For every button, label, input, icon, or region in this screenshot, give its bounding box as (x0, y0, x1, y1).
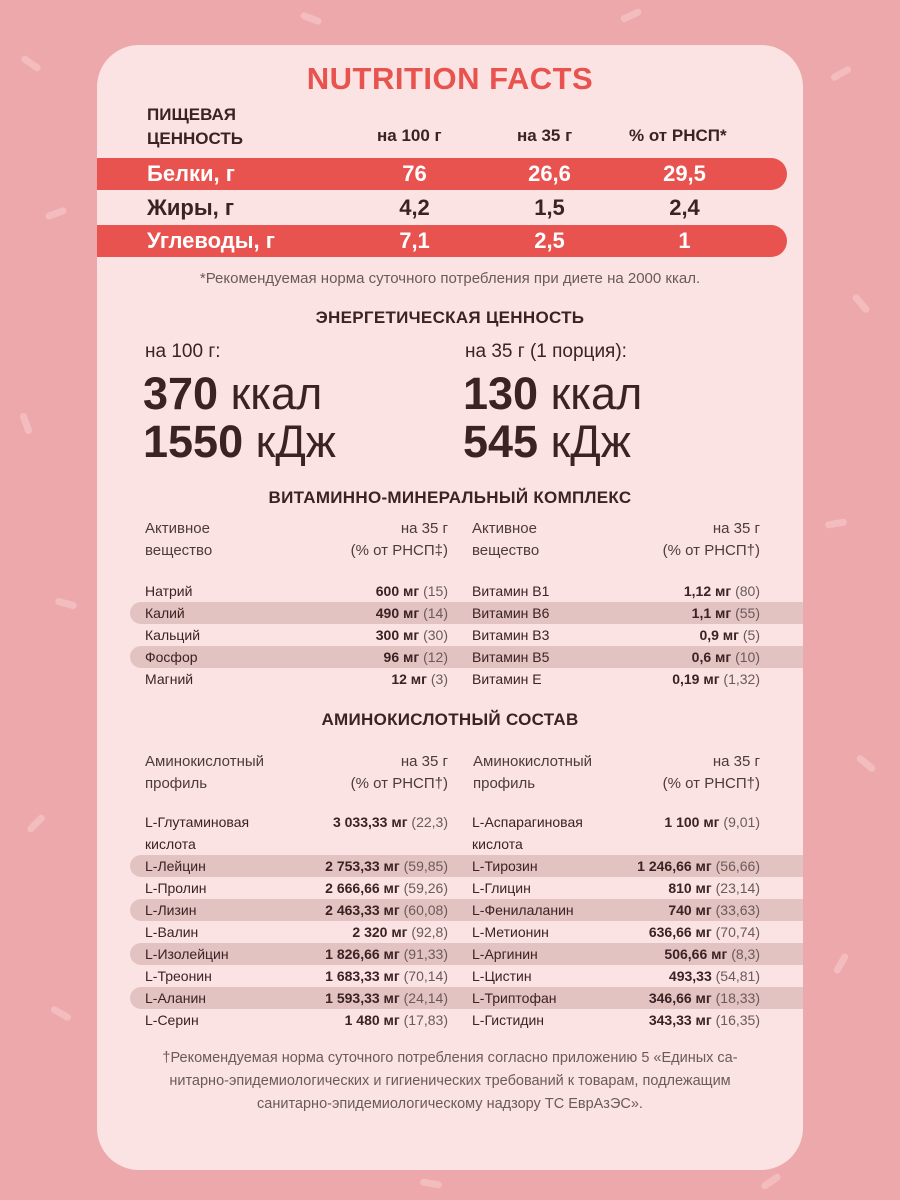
sprinkle (54, 597, 77, 609)
row-name: Витамин В6 (472, 605, 550, 621)
row-percent: (12) (423, 649, 448, 665)
table-row (130, 899, 448, 921)
macro-name: Жиры, г (147, 195, 235, 220)
row-amount: 600 мг (375, 583, 420, 599)
row-percent: (23,14) (715, 880, 760, 896)
macro-name: Углеводы, г (147, 228, 275, 253)
macro-value-35g: 1,5 (534, 195, 565, 220)
row-value (699, 627, 760, 643)
row-percent: (33,63) (715, 902, 760, 918)
header-text: вещество (472, 542, 540, 559)
header-text: (% от РНСП†) (662, 775, 760, 792)
row-amount: 636,66 мг (648, 924, 712, 940)
row-value (649, 1012, 760, 1028)
row-amount: 1,1 мг (691, 605, 732, 621)
row-value (325, 968, 448, 984)
row-name: L-Глутаминовая (145, 814, 250, 830)
header-text: (% от РНСП†) (662, 542, 760, 559)
macro-note: *Рекомендуемая норма суточного потребления при диете на 2000 ккал. (199, 270, 701, 287)
row-value (376, 605, 448, 621)
header-text: вещество (145, 542, 213, 559)
row-percent: (10) (735, 649, 760, 665)
table-row (448, 965, 803, 987)
row-name: L-Аспарагиновая (472, 814, 583, 830)
header-text: Аминокислотный (473, 753, 593, 770)
footnote-line: нитарно-эпидемиологических и гигиенических требований к товарам, подлежащим (169, 1073, 731, 1089)
row-amount: 1 246,66 мг (637, 858, 712, 874)
row-name: L-Изолейцин (145, 946, 229, 962)
amino-right-header-value (663, 751, 760, 795)
header-text: на 35 г (712, 753, 760, 770)
page-title: NUTRITION FACTS (306, 61, 594, 96)
macro-col-pct: % от РНСП* (629, 126, 727, 145)
table-row (130, 921, 448, 943)
vitamins-left-header-value (351, 518, 448, 562)
table-row (448, 624, 803, 646)
table-row (130, 833, 448, 855)
table-row (448, 899, 803, 921)
row-name: L-Аланин (145, 990, 207, 1006)
amino-left-header-value (351, 751, 448, 795)
table-row (130, 646, 448, 668)
row-name: L-Треонин (145, 968, 212, 984)
row-name: Калий (145, 605, 185, 621)
row-name: Магний (145, 671, 194, 687)
row-value (649, 924, 760, 940)
nutrition-card (97, 45, 803, 1170)
table-row (448, 987, 803, 1009)
row-percent: (59,26) (403, 880, 448, 896)
row-percent: (1,32) (723, 671, 760, 687)
row-value (345, 1012, 448, 1028)
row-name: L-Лизин (145, 902, 197, 918)
row-percent: (80) (735, 583, 760, 599)
row-name: L-Валин (145, 924, 199, 940)
row-amount: 810 мг (668, 880, 712, 896)
macro-value-pct: 2,4 (669, 195, 700, 220)
energy-unit: кДж (255, 416, 336, 467)
energy-right-kcal (463, 370, 642, 418)
macro-name: Белки, г (147, 161, 235, 186)
row-amount: 1 593,33 мг (325, 990, 400, 1006)
row-value (376, 627, 448, 643)
row-value (391, 671, 448, 687)
row-value (325, 880, 448, 896)
vitamins-title: ВИТАМИННО-МИНЕРАЛЬНЫЙ КОМПЛЕКС (268, 488, 632, 507)
energy-left-label: на 100 г: (145, 341, 221, 362)
row-percent: (70,74) (715, 924, 760, 940)
macro-value-100g: 4,2 (399, 195, 430, 220)
table-row (448, 877, 803, 899)
vitamins-right-header-value (663, 518, 760, 562)
table-row (130, 987, 448, 1009)
sprinkle (855, 754, 876, 774)
sprinkle (50, 1005, 73, 1022)
row-value (325, 946, 448, 962)
row-percent: (54,81) (715, 968, 760, 984)
row-percent: (30) (423, 627, 448, 643)
row-amount: 490 мг (375, 605, 420, 621)
header-text: (% от РНСП‡) (350, 542, 448, 559)
table-row (130, 1009, 448, 1031)
row-name: L-Цистин (472, 968, 532, 984)
sprinkle (19, 412, 33, 435)
row-amount: 1 683,33 мг (325, 968, 400, 984)
energy-right-label: на 35 г (1 порция): (465, 341, 627, 362)
row-percent: (3) (430, 671, 448, 687)
macro-value-35g: 2,5 (534, 228, 565, 253)
row-name: L-Глицин (472, 880, 531, 896)
table-row (130, 580, 448, 602)
table-row (448, 602, 803, 624)
row-name: Витамин В1 (472, 583, 550, 599)
macro-value-100g: 7,1 (399, 228, 430, 253)
header-text: на 35 г (400, 520, 448, 537)
row-amount: 1 100 мг (664, 814, 720, 830)
row-value (376, 583, 448, 599)
row-percent: (14) (423, 605, 448, 621)
table-row (448, 855, 803, 877)
row-amount: 0,9 мг (699, 627, 739, 643)
row-percent: (56,66) (715, 858, 760, 874)
header-text: Активное (145, 520, 210, 537)
header-text: на 35 г (400, 753, 448, 770)
row-percent: (8,3) (731, 946, 760, 962)
row-name: L-Аргинин (472, 946, 538, 962)
row-value (664, 814, 760, 830)
row-value (333, 814, 448, 830)
energy-unit: ккал (550, 368, 643, 419)
row-name: L-Пролин (145, 880, 207, 896)
row-name: L-Метионин (472, 924, 549, 940)
row-name: L-Гистидин (472, 1012, 545, 1028)
sprinkle (420, 1178, 443, 1189)
row-amount: 343,33 мг (648, 1012, 712, 1028)
sprinkle (620, 8, 643, 24)
table-row (448, 943, 803, 965)
amino-title: АМИНОКИСЛОТНЫЙ СОСТАВ (321, 710, 579, 729)
table-row (448, 1009, 803, 1031)
row-value (325, 990, 448, 1006)
amino-left-header-name (145, 751, 264, 795)
table-row (448, 811, 803, 833)
row-amount: 96 мг (383, 649, 420, 665)
row-name: L-Серин (145, 1012, 199, 1028)
row-value (325, 858, 448, 874)
row-name: L-Триптофан (472, 990, 557, 1006)
table-row (130, 624, 448, 646)
row-value (669, 968, 760, 984)
energy-right-kj (463, 418, 631, 466)
footnote-line: †Рекомендуемая норма суточного потребления согласно приложению 5 «Единых са- (162, 1050, 738, 1066)
row-name: L-Фенилаланин (472, 902, 574, 918)
energy-left-kj (143, 418, 336, 466)
sprinkle (20, 54, 42, 72)
row-value (684, 583, 760, 599)
row-percent: (55) (735, 605, 760, 621)
macro-value-100g: 76 (402, 161, 427, 186)
sprinkle (44, 206, 67, 220)
table-row (130, 943, 448, 965)
macro-row-fat (97, 192, 787, 224)
row-value (692, 605, 760, 621)
row-name: Витамин Е (472, 671, 542, 687)
row-amount: 0,6 мг (691, 649, 732, 665)
table-row (130, 855, 448, 877)
macro-row-carbs (97, 225, 787, 257)
header-text: Аминокислотный (145, 753, 265, 770)
macro-col-100g: на 100 г (377, 126, 442, 145)
macro-value-pct: 1 (678, 228, 691, 253)
row-percent: (22,3) (411, 814, 448, 830)
row-amount: 3 033,33 мг (332, 814, 408, 830)
macro-value-pct: 29,5 (663, 161, 706, 186)
energy-value: 545 (463, 416, 539, 467)
row-value (325, 902, 448, 918)
row-amount: 2 463,33 мг (325, 902, 400, 918)
table-row (448, 580, 803, 602)
footnote-line: санитарно-эпидемиологическому надзору ТС ЕврАзЭС». (257, 1096, 643, 1112)
row-name: Фосфор (145, 649, 198, 665)
row-amount: 740 мг (668, 902, 712, 918)
row-percent: (5) (742, 627, 760, 643)
energy-value: 1550 (143, 416, 244, 467)
row-amount: 300 мг (375, 627, 420, 643)
row-name: кислота (472, 836, 523, 852)
row-name: Витамин В5 (472, 649, 550, 665)
row-value (692, 649, 760, 665)
energy-unit: кДж (550, 416, 631, 467)
header-text: профиль (473, 775, 536, 792)
table-row (130, 877, 448, 899)
row-amount: 2 753,33 мг (325, 858, 400, 874)
macro-row-protein (97, 158, 787, 190)
header-text: (% от РНСП†) (350, 775, 448, 792)
energy-unit: ккал (230, 368, 323, 419)
sprinkle (825, 518, 848, 529)
row-percent: (59,85) (403, 858, 448, 874)
table-row (130, 811, 448, 833)
energy-title: ЭНЕРГЕТИЧЕСКАЯ ЦЕННОСТЬ (315, 308, 585, 327)
row-value (637, 858, 760, 874)
table-row (448, 668, 803, 690)
table-row (130, 602, 448, 624)
macro-value-35g: 26,6 (528, 161, 571, 186)
row-amount: 2 666,66 мг (325, 880, 400, 896)
row-percent: (60,08) (403, 902, 448, 918)
header-text: на 35 г (712, 520, 760, 537)
macro-header-line1: ПИЩЕВАЯ (147, 105, 237, 124)
table-row (130, 668, 448, 690)
row-amount: 1 826,66 мг (325, 946, 400, 962)
row-value (672, 671, 760, 687)
row-value (649, 990, 760, 1006)
row-amount: 493,33 (668, 968, 712, 984)
table-row (130, 965, 448, 987)
vitamins-left-header-name (145, 518, 212, 562)
row-amount: 0,19 мг (672, 671, 720, 687)
table-row (448, 833, 803, 855)
row-name: Кальций (145, 627, 201, 643)
header-text: профиль (145, 775, 208, 792)
sprinkle (299, 11, 322, 25)
row-percent: (16,35) (715, 1012, 760, 1028)
row-name: Витамин В3 (472, 627, 550, 643)
row-value (352, 924, 448, 940)
macro-header-line2: ЦЕННОСТЬ (147, 129, 243, 148)
row-amount: 12 мг (391, 671, 427, 687)
row-name: L-Тирозин (472, 858, 538, 874)
row-percent: (91,33) (403, 946, 448, 962)
sprinkle (851, 293, 871, 314)
sprinkle (830, 65, 853, 82)
row-name: Натрий (145, 583, 193, 599)
macro-col-35g: на 35 г (517, 126, 573, 145)
energy-left-kcal (143, 370, 322, 418)
amino-right-header-name (473, 751, 592, 795)
energy-value: 370 (143, 368, 219, 419)
row-value (668, 880, 760, 896)
table-row (448, 921, 803, 943)
row-percent: (15) (423, 583, 448, 599)
row-value (668, 902, 760, 918)
row-percent: (9,01) (723, 814, 760, 830)
vitamins-right-header-name (472, 518, 539, 562)
sprinkle (832, 952, 849, 975)
sprinkle (26, 813, 47, 834)
row-amount: 1 480 мг (344, 1012, 400, 1028)
row-amount: 506,66 мг (664, 946, 728, 962)
header-text: Активное (472, 520, 537, 537)
row-value (384, 649, 448, 665)
row-percent: (18,33) (715, 990, 760, 1006)
row-name: кислота (145, 836, 196, 852)
row-value (664, 946, 760, 962)
row-amount: 1,12 мг (683, 583, 732, 599)
row-percent: (70,14) (403, 968, 448, 984)
row-percent: (17,83) (403, 1012, 448, 1028)
energy-value: 130 (463, 368, 539, 419)
footnote (97, 1047, 803, 1116)
sprinkle (760, 1172, 782, 1190)
row-amount: 346,66 мг (648, 990, 712, 1006)
row-percent: (24,14) (403, 990, 448, 1006)
table-row (448, 646, 803, 668)
row-percent: (92,8) (411, 924, 448, 940)
row-name: L-Лейцин (145, 858, 206, 874)
macro-header-label (147, 103, 243, 151)
row-amount: 2 320 мг (352, 924, 408, 940)
